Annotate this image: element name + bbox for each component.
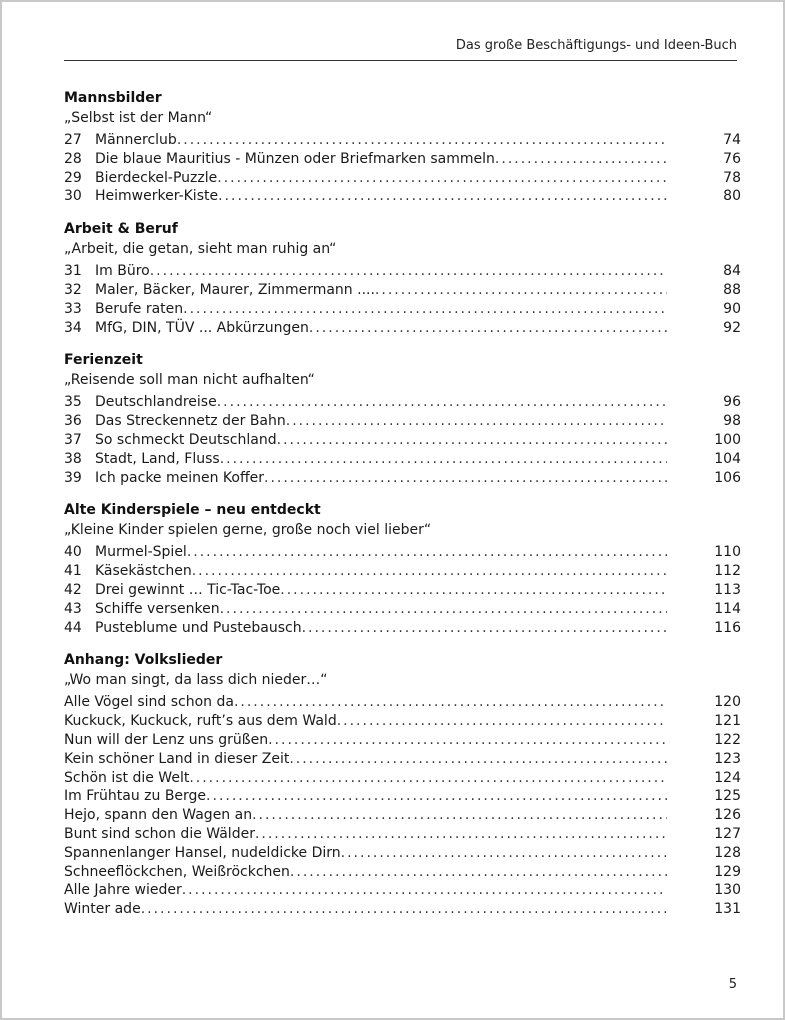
entry-page-number: 125 [714, 788, 741, 805]
entry-number: 44 [64, 619, 82, 636]
entry-number: 31 [64, 263, 82, 280]
toc-entry [64, 769, 741, 788]
entry-page-number: 80 [723, 188, 741, 205]
entry-page-number: 130 [714, 882, 741, 899]
entry-page-number: 127 [714, 825, 741, 842]
entry-page-number: 76 [723, 150, 741, 167]
toc-section [64, 88, 741, 206]
toc-entry [64, 319, 741, 338]
toc-entry [64, 806, 741, 825]
dot-leader [220, 600, 667, 619]
toc-entry [64, 393, 741, 412]
entry-number: 32 [64, 281, 82, 298]
dot-leader [234, 693, 667, 712]
section-title: Ferienzeit [64, 352, 143, 369]
entry-page-number: 100 [714, 431, 741, 448]
entry-number: 41 [64, 563, 82, 580]
running-header-title: Das große Beschäftigungs- und Ideen-Buch [455, 38, 737, 53]
entry-page-number: 128 [714, 844, 741, 861]
dot-leader [192, 562, 667, 581]
entry-title: Maler, Bäcker, Maurer, Zimmermann .... [95, 281, 375, 298]
entry-title: Pusteblume und Pustebausch [95, 619, 302, 636]
dot-leader [280, 581, 667, 600]
entry-title: Murmel-Spiel [95, 544, 187, 561]
toc-entry [64, 750, 741, 769]
dot-leader [290, 863, 667, 882]
dot-leader [264, 469, 667, 488]
entry-title: Kuckuck, Kuckuck, ruft’s aus dem Wald [64, 713, 337, 730]
dot-leader [341, 844, 667, 863]
toc-entry [64, 450, 741, 469]
entry-page-number: 121 [714, 713, 741, 730]
entry-title: Drei gewinnt … Tic-Tac-Toe [95, 581, 281, 598]
table-of-contents [64, 88, 741, 932]
entry-page-number: 131 [714, 901, 741, 918]
toc-entry [64, 787, 741, 806]
toc-entry [64, 281, 741, 300]
entry-page-number: 124 [714, 769, 741, 786]
toc-entry [64, 187, 741, 206]
entry-page-number: 114 [714, 600, 741, 617]
section-subtitle: „Arbeit, die getan, sieht man ruhig an“ [64, 241, 337, 258]
dot-leader [302, 619, 667, 638]
section-subtitle: „Wo man singt, da lass dich nieder…“ [64, 672, 328, 689]
dot-leader [218, 187, 667, 206]
dot-leader [187, 543, 667, 562]
dot-leader [277, 431, 667, 450]
dot-leader [183, 300, 667, 319]
entry-number: 39 [64, 469, 82, 486]
toc-entry [64, 412, 741, 431]
entry-number: 35 [64, 394, 82, 411]
entry-title: Schiffe versenken [95, 600, 220, 617]
toc-entry [64, 844, 741, 863]
entry-page-number: 78 [723, 169, 741, 186]
entry-page-number: 106 [714, 469, 741, 486]
dot-leader [255, 825, 667, 844]
entry-title: Im Frühtau zu Berge [64, 788, 207, 805]
toc-entry [64, 300, 741, 319]
entry-title: Alle Jahre wieder [64, 882, 182, 899]
section-subtitle: „Reisende soll man nicht aufhalten“ [64, 372, 315, 389]
entry-number: 29 [64, 169, 82, 186]
dot-leader [220, 450, 667, 469]
entry-title: Spannenlanger Hansel, nudeldicke Dirn [64, 844, 341, 861]
toc-entry [64, 863, 741, 882]
toc-entry [64, 900, 741, 919]
entry-page-number: 110 [714, 544, 741, 561]
toc-entry [64, 619, 741, 638]
entry-title: Im Büro [95, 263, 150, 280]
entry-page-number: 116 [714, 619, 741, 636]
dot-leader [375, 281, 667, 300]
entry-page-number: 74 [723, 132, 741, 148]
section-subtitle: „Selbst ist der Mann“ [64, 110, 213, 126]
entry-page-number: 104 [714, 450, 741, 467]
toc-section [64, 219, 741, 337]
entry-title: Deutschlandreise [95, 394, 217, 411]
entry-page-number: 113 [714, 581, 741, 598]
entry-number: 27 [64, 132, 82, 148]
toc-section [64, 500, 741, 637]
toc-entry [64, 825, 741, 844]
entry-title: Bierdeckel-Puzzle [95, 169, 218, 186]
entry-title: Hejo, spann den Wagen an [64, 807, 253, 824]
dot-leader [177, 131, 667, 150]
entry-number: 33 [64, 300, 82, 317]
entry-page-number: 126 [714, 807, 741, 824]
toc-entry [64, 431, 741, 450]
dot-leader [206, 787, 667, 806]
entry-number: 34 [64, 319, 82, 336]
entry-title: Schneeflöckchen, Weißröckchen [64, 863, 290, 880]
toc-entry [64, 581, 741, 600]
entry-title: Winter ade [64, 901, 141, 918]
entry-title: Käsekästchen [95, 563, 192, 580]
dot-leader [495, 150, 667, 169]
entry-page-number: 120 [714, 694, 741, 711]
toc-entry [64, 169, 741, 188]
dot-leader [337, 712, 667, 731]
section-subtitle: „Kleine Kinder spielen gerne, große noch viel lieber“ [64, 522, 432, 539]
toc-section [64, 650, 741, 919]
entry-page-number: 129 [714, 863, 741, 880]
toc-entry [64, 543, 741, 562]
dot-leader [141, 900, 667, 919]
entry-title: Kein schöner Land in dieser Zeit [64, 750, 290, 767]
entry-page-number: 88 [723, 281, 741, 298]
entry-title: Heimwerker-Kiste [95, 188, 219, 205]
entry-number: 43 [64, 600, 82, 617]
dot-leader [252, 806, 667, 825]
toc-entry [64, 150, 741, 169]
entry-title: So schmeckt Deutschland [95, 431, 277, 448]
toc-entry [64, 262, 741, 281]
entry-page-number: 98 [723, 413, 741, 430]
entry-page-number: 90 [723, 300, 741, 317]
entry-title: Das Streckennetz der Bahn [95, 413, 286, 430]
entry-number: 28 [64, 150, 82, 167]
section-title: Anhang: Volkslieder [64, 652, 223, 669]
entry-title: Männerclub [95, 132, 177, 148]
entry-title: Die blaue Mauritius - Münzen oder Briefmarken sammeln [95, 150, 495, 167]
dot-leader [289, 750, 667, 769]
toc-entry [64, 731, 741, 750]
entry-title: MfG, DIN, TÜV ... Abkürzungen [95, 319, 309, 336]
entry-number: 40 [64, 544, 82, 561]
toc-entry [64, 712, 741, 731]
toc-entry [64, 881, 741, 900]
entry-number: 36 [64, 413, 82, 430]
entry-title: Berufe raten [95, 300, 184, 317]
entry-number: 30 [64, 188, 82, 205]
dot-leader [150, 262, 667, 281]
toc-entry [64, 469, 741, 488]
toc-entry [64, 131, 741, 150]
toc-entry [64, 600, 741, 619]
dot-leader [217, 393, 667, 412]
toc-section [64, 350, 741, 487]
toc-entry [64, 562, 741, 581]
dot-leader [286, 412, 667, 431]
entry-number: 42 [64, 581, 82, 598]
entry-page-number: 96 [723, 394, 741, 411]
entry-title: Alle Vögel sind schon da [64, 694, 234, 711]
entry-page-number: 92 [723, 319, 741, 336]
dot-leader [189, 769, 667, 788]
dot-leader [182, 881, 667, 900]
page-number: 5 [728, 977, 737, 992]
entry-page-number: 112 [714, 563, 741, 580]
dot-leader [309, 319, 667, 338]
section-title: Mannsbilder [64, 90, 162, 106]
entry-title: Schön ist die Welt [64, 769, 190, 786]
entry-page-number: 84 [723, 263, 741, 280]
entry-number: 38 [64, 450, 82, 467]
entry-title: Stadt, Land, Fluss [95, 450, 220, 467]
section-title: Alte Kinderspiele – neu entdeckt [64, 502, 321, 519]
entry-page-number: 122 [714, 731, 741, 748]
entry-title: Ich packe meinen Koffer [95, 469, 264, 486]
entry-title: Nun will der Lenz uns grüßen [64, 731, 269, 748]
entry-page-number: 123 [714, 750, 741, 767]
toc-entry [64, 693, 741, 712]
dot-leader [268, 731, 667, 750]
entry-title: Bunt sind schon die Wälder [64, 825, 255, 842]
header-rule [64, 60, 737, 61]
entry-number: 37 [64, 431, 82, 448]
dot-leader [217, 169, 667, 188]
section-title: Arbeit & Beruf [64, 221, 178, 238]
